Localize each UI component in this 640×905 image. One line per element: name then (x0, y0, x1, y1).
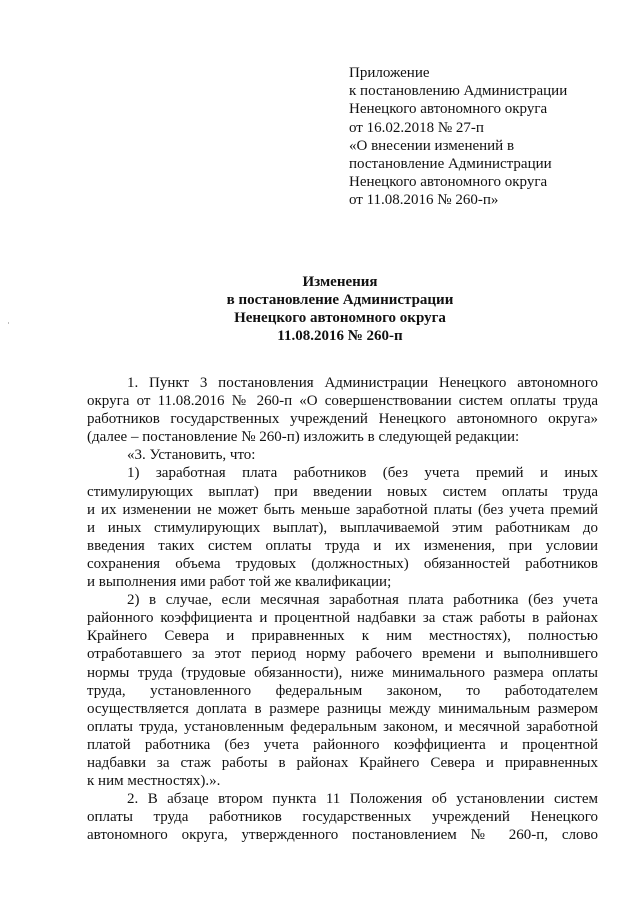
body-line: платой работника (без учета районного коэффициента и процентной (87, 736, 598, 753)
body-line: введения таких систем оплаты труда и их изменения, при условии (87, 537, 598, 554)
appendix-line: к постановлению Администрации (349, 83, 568, 100)
body-line: 1. Пункт 3 постановления Администрации Ненецкого автономного (127, 375, 598, 391)
body-line: стимулирующих выплат) при введении новых систем оплаты труда (87, 483, 598, 500)
body-line: к ним местностях).». (87, 773, 221, 790)
body-line: отработавшего за этот период норму рабочего времени и выполнившего (87, 646, 598, 663)
appendix-line: Ненецкого автономного округа (349, 101, 548, 118)
appendix-line: Приложение (349, 65, 430, 81)
body-line: 2. В абзаце втором пункта 11 Положения об установлении систем (127, 791, 598, 808)
body-line: надбавки за стаж работы в районах Крайнего Севера и приравненных (87, 754, 598, 771)
body-line: осуществляется доплата в размере разницы между минимальным размером (87, 700, 598, 717)
body-line: районного коэффициента и процентной надбавки за стаж работы в районах (87, 610, 598, 627)
heading-line: Ненецкого автономного округа (234, 310, 446, 326)
appendix-block (349, 64, 619, 210)
appendix-line: постановление Администрации (349, 156, 552, 173)
body-line: и их изменении не может быть меньше заработной платы (без учета премий (87, 501, 598, 518)
body-line: и выполнения ими работ той же квалификации; (87, 574, 392, 591)
body-line: 2) в случае, если месячная заработная плата работника (без учета (127, 592, 598, 609)
appendix-line: от 11.08.2016 № 260-п» (349, 192, 499, 209)
body-line: Крайнего Севера и приравненных к ним местностях), полностью (87, 628, 598, 645)
document-heading (0, 273, 640, 345)
heading-line: 11.08.2016 № 260-п (277, 328, 403, 344)
document-body (87, 374, 598, 844)
body-line: «3. Установить, что: (127, 447, 256, 464)
heading-line: Изменения (302, 274, 378, 290)
body-line: (далее – постановление № 260-п) изложить в следующей редакции: (87, 429, 520, 446)
body-line: округа от 11.08.2016 № 260-п «О совершенствовании систем оплаты труда (87, 393, 598, 410)
body-line: сохранения объема трудовых (должностных) обязанностей работников (87, 555, 598, 572)
appendix-line: «О внесении изменений в (349, 137, 515, 154)
body-line: труда, установленного федеральным законом, то работодателем (87, 682, 598, 699)
appendix-line: Ненецкого автономного округа (349, 174, 548, 191)
body-line: 1) заработная плата работников (без учета премий и иных (127, 465, 598, 482)
body-line: нормы труда (трудовые обязанности), ниже минимального размера оплаты (87, 664, 598, 681)
body-line: и иных стимулирующих выплат), выплачиваемой этим работникам до (87, 519, 598, 536)
body-line: оплаты труда, установленным федеральным законом, и месячной заработной (87, 718, 598, 735)
body-line: оплаты труда работников государственных учреждений Ненецкого (87, 809, 598, 826)
heading-line: в постановление Администрации (226, 292, 454, 308)
body-line: работников государственных учреждений Ненецкого автономного округа» (87, 411, 598, 428)
scan-artifact (8, 322, 9, 324)
body-line: автономного округа, утвержденного постановлением № 260-п, слово (87, 827, 598, 844)
appendix-line: от 16.02.2018 № 27-п (349, 119, 484, 136)
